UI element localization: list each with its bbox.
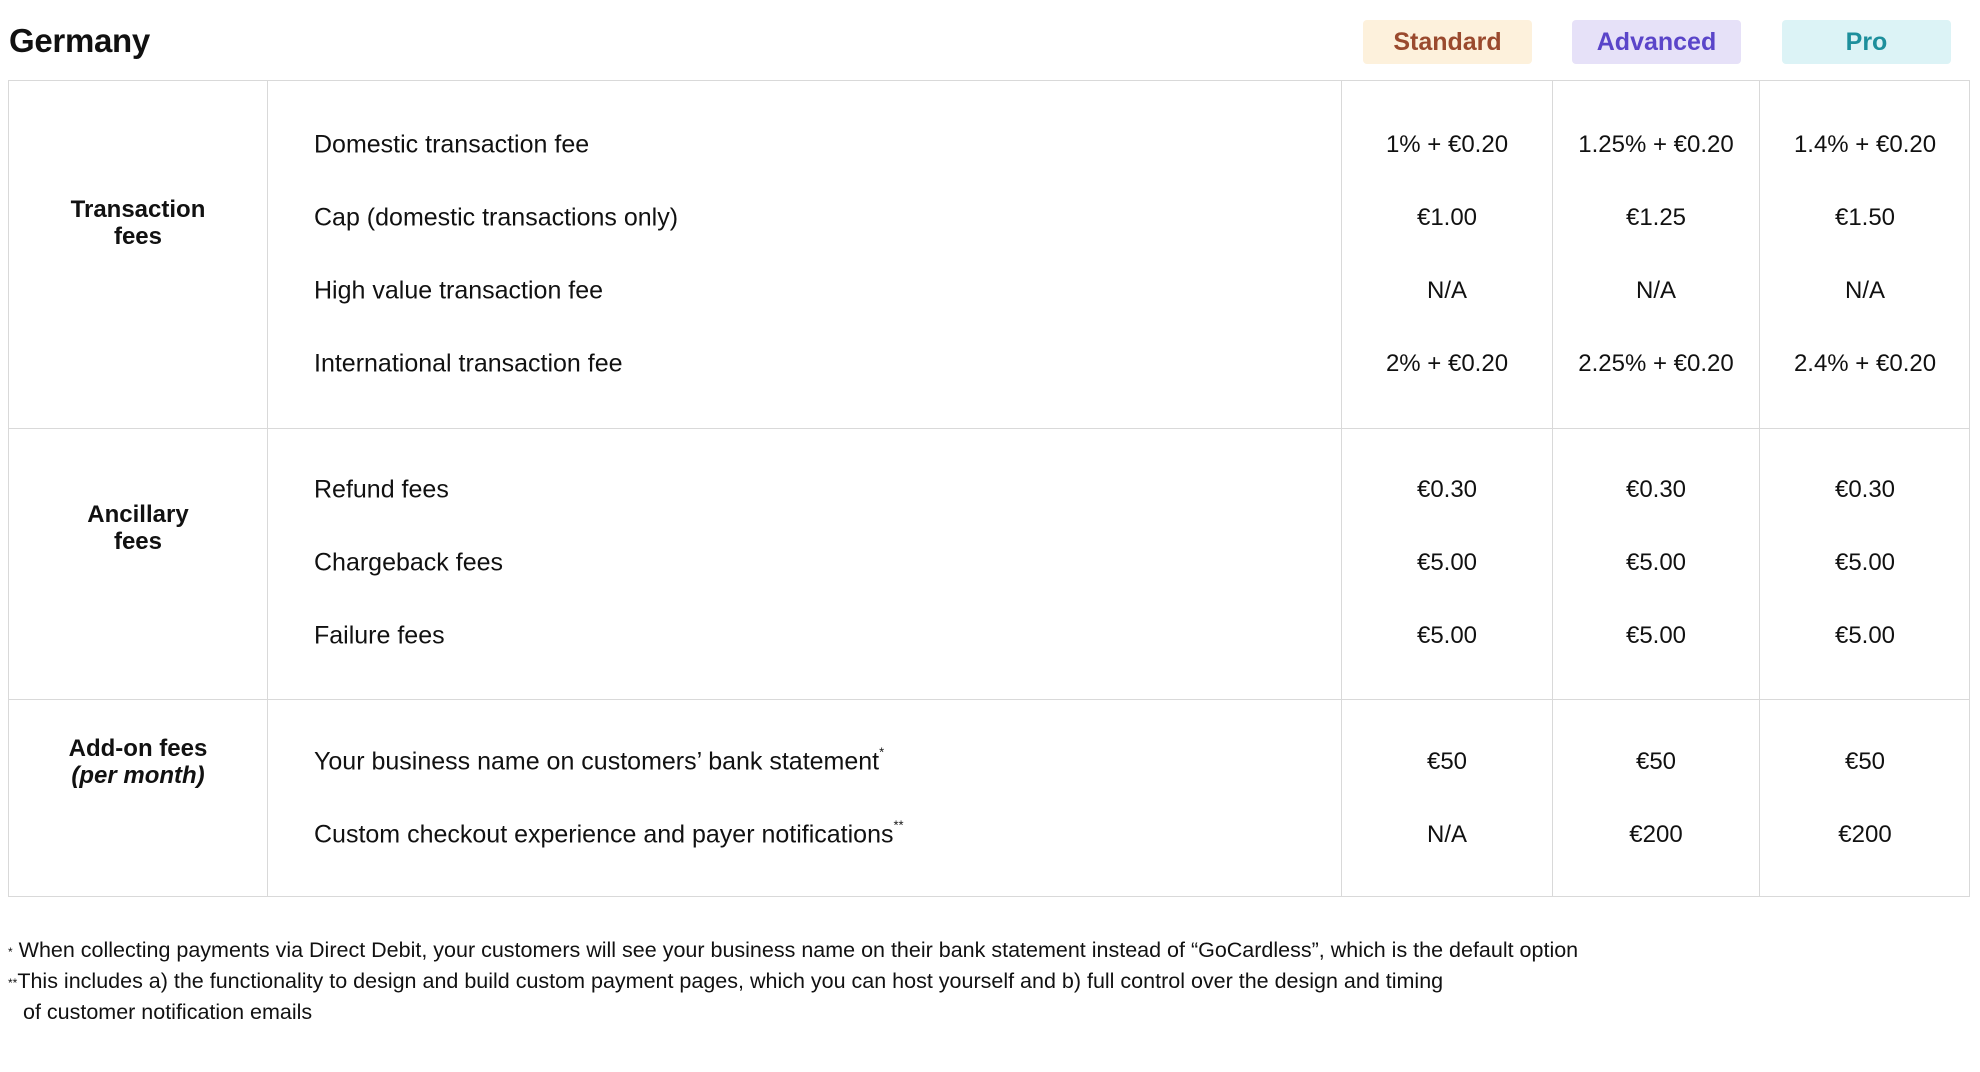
cell-standard: €5.00 bbox=[1416, 549, 1478, 576]
footnote-text: When collecting payments via Direct Debit, your customers will see your business name on their bank statement instead of “GoCardless”, which is the default option bbox=[12, 938, 1579, 962]
footnote-marker: * bbox=[879, 744, 885, 760]
footnote-2 bbox=[8, 966, 1578, 997]
plan-badge-advanced: Advanced bbox=[1572, 20, 1741, 64]
section-label-text: Add-on fees bbox=[68, 735, 208, 762]
cell-pro: 2.4% + €0.20 bbox=[1793, 350, 1937, 377]
section-label-add-on-fees bbox=[9, 735, 267, 789]
row-label-business-name bbox=[314, 744, 885, 777]
footnote-marker: ** bbox=[893, 817, 904, 833]
cell-standard: 1% + €0.20 bbox=[1385, 131, 1509, 158]
cell-advanced: 2.25% + €0.20 bbox=[1578, 350, 1734, 377]
cell-pro: €0.30 bbox=[1834, 476, 1896, 503]
footnotes bbox=[8, 935, 1578, 1028]
divider bbox=[1341, 81, 1342, 896]
footnote-marker: ** bbox=[8, 976, 18, 990]
cell-advanced: 1.25% + €0.20 bbox=[1578, 131, 1734, 158]
cell-standard: €1.00 bbox=[1416, 204, 1478, 231]
cell-pro: €5.00 bbox=[1834, 549, 1896, 576]
footnote-1 bbox=[8, 935, 1578, 966]
divider bbox=[1759, 81, 1760, 896]
row-label-failure-fees: Failure fees bbox=[314, 621, 445, 650]
divider bbox=[9, 699, 1969, 700]
divider bbox=[1552, 81, 1553, 896]
divider bbox=[9, 428, 1969, 429]
cell-pro: €50 bbox=[1844, 748, 1886, 775]
page-title: Germany bbox=[9, 22, 150, 59]
cell-pro: N/A bbox=[1844, 277, 1886, 304]
cell-standard: €5.00 bbox=[1416, 622, 1478, 649]
plan-badge-standard: Standard bbox=[1363, 20, 1532, 64]
cell-pro: €1.50 bbox=[1834, 204, 1896, 231]
cell-standard: 2% + €0.20 bbox=[1385, 350, 1509, 377]
plan-badge-pro: Pro bbox=[1782, 20, 1951, 64]
row-label-international-transaction-fee: International transaction fee bbox=[314, 349, 623, 378]
cell-standard: N/A bbox=[1426, 277, 1468, 304]
row-label-chargeback-fees: Chargeback fees bbox=[314, 548, 504, 577]
cell-standard: €0.30 bbox=[1416, 476, 1478, 503]
row-label-text: Custom checkout experience and payer notifications bbox=[314, 820, 894, 849]
cell-standard: €50 bbox=[1426, 748, 1468, 775]
section-label-ancillary-fees: Ancillary fees bbox=[87, 501, 189, 555]
row-label-cap: Cap (domestic transactions only) bbox=[314, 203, 679, 232]
cell-advanced: €50 bbox=[1635, 748, 1677, 775]
cell-pro: €5.00 bbox=[1834, 622, 1896, 649]
row-label-high-value-transaction-fee: High value transaction fee bbox=[314, 276, 604, 305]
row-label-custom-checkout bbox=[314, 817, 904, 850]
section-label-transaction-fees: Transaction fees bbox=[70, 196, 206, 250]
cell-pro: €200 bbox=[1838, 821, 1892, 848]
cell-standard: N/A bbox=[1426, 821, 1468, 848]
footnote-marker: * bbox=[8, 945, 13, 959]
cell-advanced: N/A bbox=[1635, 277, 1677, 304]
cell-advanced: €5.00 bbox=[1625, 549, 1687, 576]
cell-pro: 1.4% + €0.20 bbox=[1793, 131, 1937, 158]
footnote-2-continued: of customer notification emails bbox=[23, 1000, 313, 1024]
cell-advanced: €5.00 bbox=[1625, 622, 1687, 649]
cell-advanced: €0.30 bbox=[1625, 476, 1687, 503]
cell-advanced: €1.25 bbox=[1625, 204, 1687, 231]
section-sublabel: (per month) bbox=[71, 762, 205, 789]
row-label-domestic-transaction-fee: Domestic transaction fee bbox=[314, 130, 590, 159]
row-label-text: Your business name on customers’ bank statement bbox=[314, 747, 880, 776]
divider bbox=[267, 81, 268, 896]
footnote-text: This includes a) the functionality to design and build custom payment pages, which you can host yourself and b) full control over the design and timing bbox=[17, 969, 1444, 993]
pricing-table bbox=[8, 80, 1970, 897]
row-label-refund-fees: Refund fees bbox=[314, 475, 449, 504]
cell-advanced: €200 bbox=[1629, 821, 1683, 848]
